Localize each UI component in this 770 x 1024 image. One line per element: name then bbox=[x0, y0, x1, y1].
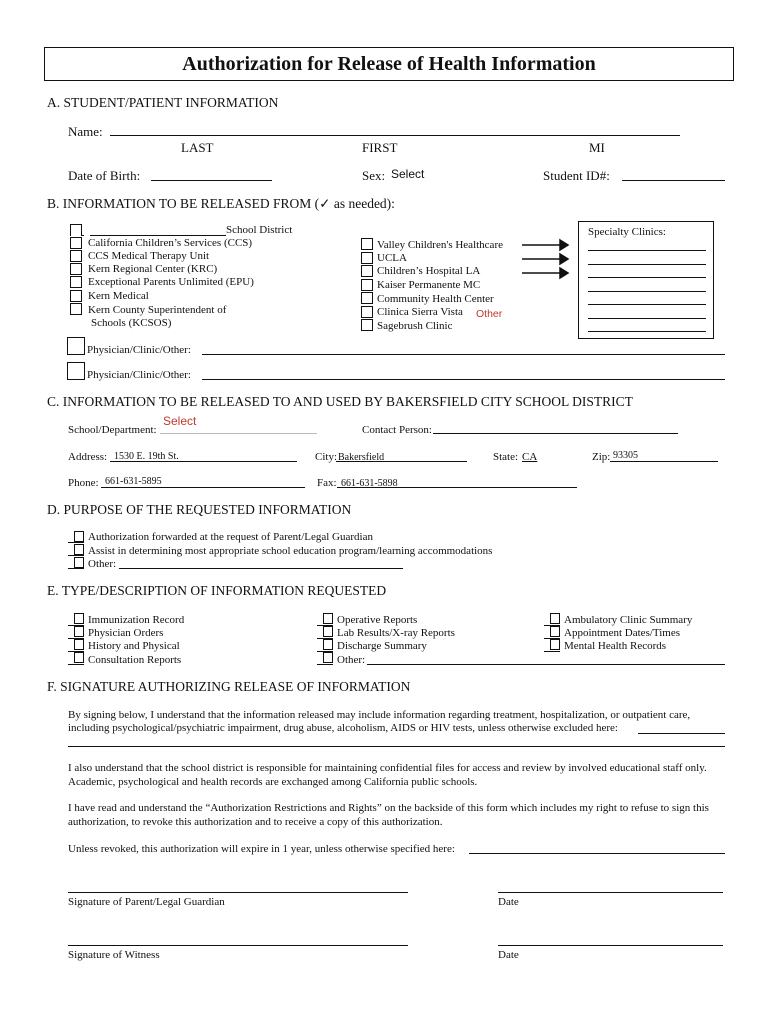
specialty-line-4[interactable] bbox=[588, 291, 706, 292]
checkbox-history-physical[interactable] bbox=[74, 639, 84, 650]
state-value[interactable]: CA bbox=[522, 451, 538, 463]
expiry-text: Unless revoked, this authorization will expire in 1 year, unless otherwise specified here: bbox=[68, 843, 455, 855]
checkbox-kcsos[interactable] bbox=[70, 303, 82, 315]
sagebrush-label: Sagebrush Clinic bbox=[377, 320, 453, 332]
checkbox-ccs-mtu[interactable] bbox=[70, 250, 82, 262]
checkbox-community-health[interactable] bbox=[361, 292, 373, 304]
physician-field-2[interactable] bbox=[202, 379, 725, 380]
physician-field-1[interactable] bbox=[202, 354, 725, 355]
consent-paragraph-2a: I also understand that the school district is responsible for maintaining confidential files for access and review by involved educational staff only. bbox=[68, 762, 707, 774]
assist-program-label: Assist in determining most appropriate school education program/learning accommodations bbox=[88, 545, 493, 557]
consultation-label: Consultation Reports bbox=[88, 654, 182, 666]
consent-paragraph-3b: authorization, to revoke this authorization and to receive a copy of this authorization. bbox=[68, 816, 443, 828]
ucla-label: UCLA bbox=[377, 252, 407, 264]
student-id-label: Student ID#: bbox=[543, 168, 610, 183]
checkbox-operative[interactable] bbox=[323, 613, 333, 624]
checkbox-purpose-other[interactable] bbox=[74, 557, 84, 568]
school-dept-select[interactable]: Select bbox=[163, 414, 197, 428]
school-dept-field[interactable] bbox=[160, 433, 317, 434]
zip-value[interactable]: 93305 bbox=[613, 450, 638, 461]
exclusions-field[interactable] bbox=[638, 733, 725, 734]
phone-field[interactable] bbox=[101, 487, 305, 488]
checkbox-mental-health[interactable] bbox=[550, 639, 560, 650]
checkbox-epu[interactable] bbox=[70, 276, 82, 288]
city-value[interactable]: Bakersfield bbox=[338, 452, 385, 463]
checkbox-underline bbox=[68, 542, 84, 543]
name-label: Name: bbox=[68, 124, 103, 139]
dob-field[interactable] bbox=[151, 180, 272, 181]
sex-select[interactable]: Select bbox=[391, 167, 425, 181]
expiry-field[interactable] bbox=[469, 853, 725, 854]
checkbox-school-district[interactable] bbox=[70, 224, 82, 236]
kaiser-label: Kaiser Permanente MC bbox=[377, 279, 481, 291]
checkbox-lab-results[interactable] bbox=[323, 626, 333, 637]
history-physical-label: History and Physical bbox=[88, 640, 180, 652]
state-label: State: bbox=[493, 451, 519, 463]
lab-results-label: Lab Results/X-ray Reports bbox=[337, 627, 455, 639]
section-e-heading: E. TYPE/DESCRIPTION OF INFORMATION REQUESTED bbox=[47, 583, 387, 598]
phone-value[interactable]: 661-631-5895 bbox=[105, 476, 162, 487]
witness-signature-label: Signature of Witness bbox=[68, 949, 160, 961]
phone-label: Phone: bbox=[68, 477, 99, 489]
checkbox-childrens-la[interactable] bbox=[361, 265, 373, 277]
specialty-line-1[interactable] bbox=[588, 250, 706, 251]
checkbox-appointments[interactable] bbox=[550, 626, 560, 637]
guardian-request-label: Authorization forwarded at the request of Parent/Legal Guardian bbox=[88, 531, 373, 543]
community-health-label: Community Health Center bbox=[377, 293, 494, 305]
checkbox-physician-1[interactable] bbox=[67, 337, 85, 355]
exclusions-field-2[interactable] bbox=[68, 746, 725, 747]
section-a-heading: A. STUDENT/PATIENT INFORMATION bbox=[47, 95, 279, 110]
fax-label: Fax: bbox=[317, 477, 337, 489]
consent-paragraph-3a: I have read and understand the “Authorization Restrictions and Rights” on the backside of this form which includes my right to refuse to sign this bbox=[68, 802, 709, 814]
dob-label: Date of Birth: bbox=[68, 168, 141, 183]
mi-caption: MI bbox=[589, 140, 605, 155]
checkbox-underline bbox=[68, 555, 84, 556]
checkbox-consultation[interactable] bbox=[74, 652, 84, 663]
kern-medical-label: Kern Medical bbox=[88, 290, 149, 302]
checkbox-underline bbox=[317, 664, 333, 665]
other-select[interactable]: Other bbox=[476, 308, 503, 320]
consent-paragraph-1a: By signing below, I understand that the information released may include information regarding treatment, hospitalization, or outpatient care, bbox=[68, 709, 691, 721]
purpose-other-field[interactable] bbox=[119, 568, 403, 569]
witness-date-label: Date bbox=[498, 949, 519, 961]
specialty-line-6[interactable] bbox=[588, 318, 706, 319]
parent-date-label: Date bbox=[498, 896, 519, 908]
section-f-heading: F. SIGNATURE AUTHORIZING RELEASE OF INFORMATION bbox=[47, 679, 411, 694]
parent-signature-label: Signature of Parent/Legal Guardian bbox=[68, 896, 225, 908]
school-dept-label: School/Department: bbox=[68, 424, 157, 436]
name-field[interactable] bbox=[110, 135, 680, 136]
clinica-sierra-label: Clinica Sierra Vista bbox=[377, 306, 463, 318]
first-caption: FIRST bbox=[362, 140, 398, 155]
mental-health-label: Mental Health Records bbox=[564, 640, 667, 652]
operative-label: Operative Reports bbox=[337, 614, 418, 626]
consent-paragraph-1b: including psychological/psychiatric impairment, drug abuse, alcoholism, AIDS or HIV tests, unless otherwise excluded here: bbox=[68, 722, 618, 734]
checkbox-discharge[interactable] bbox=[323, 639, 333, 650]
checkbox-physician-2[interactable] bbox=[67, 362, 85, 380]
address-field[interactable] bbox=[110, 461, 297, 462]
checkbox-underline bbox=[544, 651, 560, 652]
contact-field[interactable] bbox=[433, 433, 678, 434]
specialty-clinics-label: Specialty Clinics: bbox=[588, 226, 666, 238]
epu-label: Exceptional Parents Unlimited (EPU) bbox=[88, 276, 254, 288]
student-id-field[interactable] bbox=[622, 180, 725, 181]
zip-label: Zip: bbox=[592, 451, 611, 463]
checkbox-type-other[interactable] bbox=[323, 652, 333, 663]
specialty-line-2[interactable] bbox=[588, 264, 706, 265]
fax-value[interactable]: 661-631-5898 bbox=[341, 478, 398, 489]
checkbox-clinica-sierra[interactable] bbox=[361, 306, 373, 318]
ccs-label: California Children’s Services (CCS) bbox=[88, 237, 253, 249]
parent-date-field[interactable] bbox=[498, 892, 723, 893]
physician-label-2: Physician/Clinic/Other: bbox=[87, 369, 191, 381]
section-b-heading: B. INFORMATION TO BE RELEASED FROM (✓ as needed): bbox=[47, 196, 395, 211]
type-other-field[interactable] bbox=[367, 664, 725, 665]
kcsos-label-2: Schools (KCSOS) bbox=[91, 317, 172, 329]
physician-label-1: Physician/Clinic/Other: bbox=[87, 344, 191, 356]
checkbox-underline bbox=[68, 664, 84, 665]
valley-childrens-label: Valley Children's Healthcare bbox=[377, 239, 503, 251]
checkbox-valley-childrens[interactable] bbox=[361, 238, 373, 250]
witness-date-field[interactable] bbox=[498, 945, 723, 946]
checkbox-assist-program[interactable] bbox=[74, 544, 84, 555]
sex-label: Sex: bbox=[362, 168, 386, 183]
city-field[interactable] bbox=[336, 461, 467, 462]
discharge-label: Discharge Summary bbox=[337, 640, 427, 652]
section-c-heading: C. INFORMATION TO BE RELEASED TO AND USED BY BAKERSFIELD CITY SCHOOL DISTRICT bbox=[47, 394, 633, 409]
checkbox-sagebrush[interactable] bbox=[361, 319, 373, 331]
specialty-clinics-box bbox=[578, 221, 714, 339]
parent-signature-field[interactable] bbox=[68, 892, 408, 893]
specialty-line-3[interactable] bbox=[588, 277, 706, 278]
city-label: City: bbox=[315, 451, 338, 463]
address-value[interactable]: 1530 E. 19th St. bbox=[114, 451, 179, 462]
childrens-la-label: Children’s Hospital LA bbox=[377, 265, 481, 277]
title-box bbox=[44, 47, 734, 81]
purpose-other-label: Other: bbox=[88, 558, 117, 570]
witness-signature-field[interactable] bbox=[68, 945, 408, 946]
checkbox-immunization[interactable] bbox=[74, 613, 84, 624]
ccs-mtu-label: CCS Medical Therapy Unit bbox=[88, 250, 210, 262]
specialty-line-5[interactable] bbox=[588, 304, 706, 305]
checkbox-kern-medical[interactable] bbox=[70, 290, 82, 302]
checkbox-ambulatory[interactable] bbox=[550, 613, 560, 624]
zip-field[interactable] bbox=[610, 461, 718, 462]
fax-field[interactable] bbox=[337, 487, 577, 488]
physician-orders-label: Physician Orders bbox=[88, 627, 164, 639]
immunization-label: Immunization Record bbox=[88, 614, 185, 626]
checkbox-guardian-request[interactable] bbox=[74, 531, 84, 542]
kcsos-label-1: Kern County Superintendent of bbox=[88, 304, 227, 316]
checkbox-underline bbox=[68, 568, 84, 569]
school-district-field[interactable] bbox=[90, 235, 226, 236]
arrows-icon bbox=[520, 238, 570, 280]
school-district-label: School District bbox=[226, 224, 293, 236]
last-caption: LAST bbox=[181, 140, 214, 155]
checkbox-ucla[interactable] bbox=[361, 252, 373, 264]
specialty-line-7[interactable] bbox=[588, 331, 706, 332]
ambulatory-label: Ambulatory Clinic Summary bbox=[564, 614, 693, 626]
checkbox-physician-orders[interactable] bbox=[74, 626, 84, 637]
type-other-label: Other: bbox=[337, 654, 366, 666]
section-d-heading: D. PURPOSE OF THE REQUESTED INFORMATION bbox=[47, 502, 352, 517]
checkbox-ccs[interactable] bbox=[70, 237, 82, 249]
contact-label: Contact Person: bbox=[362, 424, 432, 436]
krc-label: Kern Regional Center (KRC) bbox=[88, 263, 218, 275]
appointments-label: Appointment Dates/Times bbox=[564, 627, 681, 639]
checkbox-krc[interactable] bbox=[70, 263, 82, 275]
page-title: Authorization for Release of Health Information bbox=[182, 53, 596, 75]
address-label: Address: bbox=[68, 451, 108, 463]
checkbox-kaiser[interactable] bbox=[361, 279, 373, 291]
consent-paragraph-2b: Academic, psychological and health records are exchanged among California public schools. bbox=[68, 776, 478, 788]
